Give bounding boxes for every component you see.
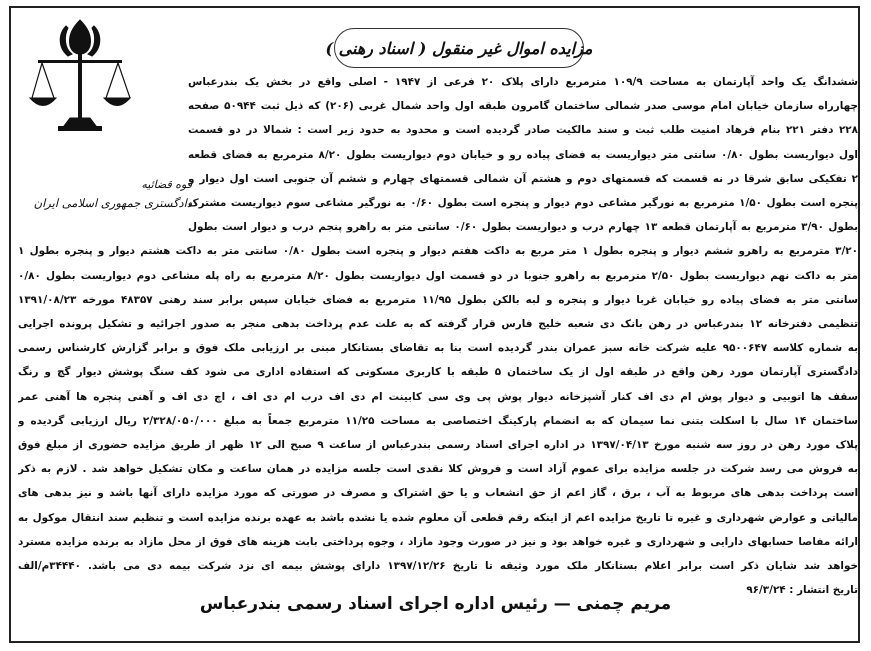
emblem-caption-ministry: دادگستری جمهوری اسلامی ایران — [33, 196, 192, 210]
body-line: چهارراه سازمان خیابان امام موسی صدر شمالی ساختمان گامرون طبقه اول واحد شمال غربی (۲۰۶) که ذیل ثبت ۵۰۹۴۴ صفحه — [188, 100, 858, 113]
body-line: بطول ۳/۹۰ مترمربع به آپارتمان قطعه ۱۳ چهارم درب و دیواریست بطول ۰/۶۰ سانتی متر به راهرو پنجم درب و دیوار است بطول — [188, 221, 858, 234]
body-line: تاریخ انتشار : ۹۶/۳/۲۴ — [746, 584, 858, 597]
signature-line: مریم چمنی — رئیس اداره اجرای اسناد رسمی بندرعباس — [199, 594, 672, 614]
notice-title: مزایده اموال غیر منقول ( اسناد رهنی ) — [325, 38, 593, 58]
body-line: اول دیواریست بطول ۰/۸۰ سانتی متر دیواریست به فضای پیاده رو و خیابان دوم دیواریست بطول ۸/۲۰ مترمربع به فضای قطعه — [188, 148, 858, 161]
body-line: سانتی متر به فضای پیاده رو خیابان غربا دیوار و پنجره و لبه بالکن بطول ۱۱/۹۵ مترمربع به فضای خیابان سپس برابر سند رهنی ۴۸۳۵۷ مورخه ۱۳۹۱/۰۸/۲۳ — [18, 293, 858, 306]
body-line: پنجره است بطول ۱/۵۰ مترمربع به نورگیر مشاعی دوم دیوار و پنجره است بطول ۰/۶۰ به نورگیر مشاعی سوم دیواریست مشترک — [188, 197, 858, 209]
body-line: است پرداخت بدهی های مربوط به آب ، برق ، گاز اعم از حق انشعاب و یا حق اشتراک و مصرف در صورتی که مورد مزایده دارای آنها باشد و نیز بدهی های — [18, 487, 858, 500]
body-line: ۲ تفکیکی سابق شرقا در نه قسمت که قسمتهای دوم و هشتم آن شمالی قسمتهای چهارم و ششم آن جنوبی است اول دیوار و — [188, 172, 858, 185]
body-line: پلاک مورد رهن در روز سه شنبه مورخ ۱۳۹۷/۰۴/۱۳ در اداره اجرای اسناد رسمی بندرعباس از ساعت ۹ صبح الی ۱۲ ظهر از طریق مزایده حضوری از مبلغ فوق — [18, 439, 858, 451]
body-line: سقف ها اتوبیی و دیوار پوش ام دی اف کنار آشپزخانه دیوار پوش پی وی سی کابینت ام دی اف درب ام دی اف ، اچ دی اف و آهنی پنجره ها آهنی عمر — [18, 390, 858, 403]
body-line: ۳/۲۰ مترمربع به راهرو ششم دیوار و پنجره بطول ۱ متر مربع به داکت هفتم دیوار و پنجره است بطول ۰/۸۰ سانتی متر به داکت هشتم دیوار و پنجره بطول ۱ — [18, 245, 858, 258]
body-line: ساختمان ۱۴ سال با اسکلت بتنی نما سیمان که به انضمام پارکینگ اختصاصی به مساحت ۱۱/۲۵ مترمربع جمعاً به مبلغ ۲/۳۲۸/۰۵۰/۰۰۰ ریال ارزیابی گردیده و — [18, 414, 858, 427]
body-line: ششدانگ یک واحد آپارتمان به مساحت ۱۰۹/۹ مترمربع دارای پلاک ۲۰ فرعی از ۱۹۴۷ - اصلی واقع در بخش یک بندرعباس — [188, 76, 858, 88]
body-line: خواهد شد شایان ذکر است برابر اعلام بستانکار ملک مورد وثیقه تا تاریخ ۱۳۹۷/۱۲/۲۶ دارای پوشش بیمه ای نزد شرکت بیمه دی می باشد. ۳۴۴۴۰م/الف — [18, 560, 858, 572]
body-line: به فروش می رسد شرکت در جلسه مزایده برای عموم آزاد است و فروش کلا نقدی است جلسه مزایده در همان ساعت و مکان تشکیل خواهد شد . لازم به ذکر — [18, 463, 858, 476]
body-line: متر به داکت نهم دیواریست بطول ۲/۵۰ مترمربع به راهرو جنوبا در دو قسمت اول دیواریست بطول ۸/۲۰ مترمربع به راه پله مشاعی دوم دیواریست بطول ۰/۸۰ — [18, 269, 858, 282]
body-line: ۲۲۸ دفتر ۲۲۱ بنام فرهاد امنیت طلب ثبت و سند مالکیت صادر گردیده است و محدود به حدود زیر است : شمالا در دو قسمت — [188, 124, 858, 137]
body-line: تنظیمی دفترخانه ۱۲ بندرعباس در رهن بانک دی شعبه خلیج فارس قرار گرفته که به علت عدم پرداخت بدهی منجر به صدور اجرائیه و تشکیل پرونده اجرایی — [18, 318, 858, 330]
body-line: دادگستری آپارتمان مورد رهن واقع در طبقه اول از یک ساختمان ۵ طبقه با کاربری مسکونی که استفاده اداری می شود کف سنگ پوشش دیوار گچ و رنگ — [18, 366, 858, 379]
body-line: ارائه مفاصا حسابهای دارایی و شهرداری و غیره خواهد بود و نیز در صورت وجود مازاد ، وجوه پرداختی بابت هزینه های فوق از محل مازاد به برنده مزایده مسترد — [18, 535, 858, 548]
body-line: مالیاتی و عوارض شهرداری و غیره تا تاریخ مزایده اعم از اینکه رقم قطعی آن معلوم شده یا نشده باشد به عهده برنده مزایده است و تنظیم سند انتقال موکول به — [18, 511, 858, 524]
body-line: به شماره کلاسه ۹۵۰۰۶۴۷ علیه شرکت خانه سبز عمران بندر گردیده است بنا به تقاضای بستانکار مبنی بر ارزیابی ملک فوق و برابر گزارش کارشناس رسمی — [18, 342, 858, 355]
emblem-caption-judiciary: قوه قضائیه — [141, 178, 192, 191]
